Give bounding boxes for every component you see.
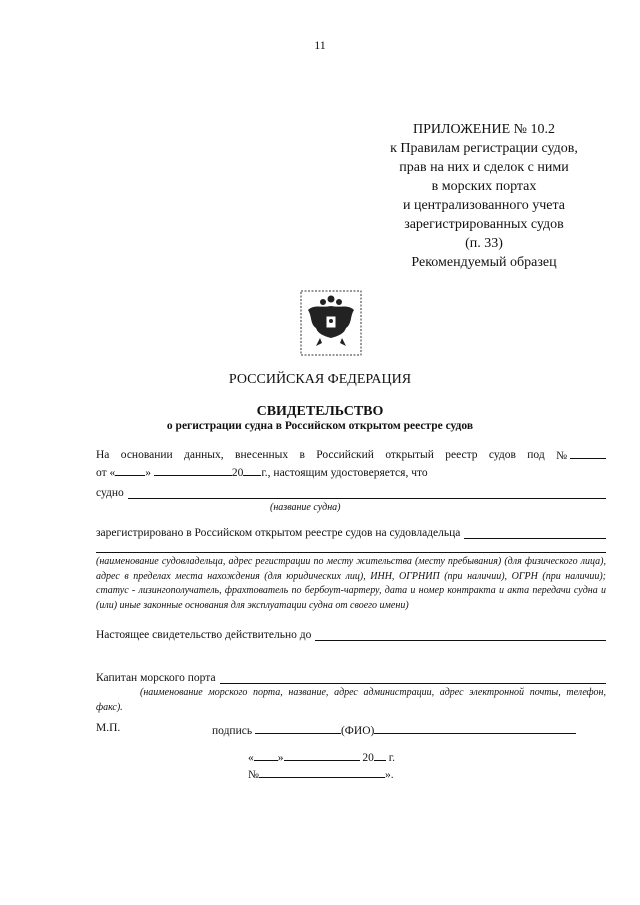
annex-line: зарегистрированных судов — [404, 217, 564, 232]
vessel-row — [96, 486, 606, 499]
owner-field[interactable] — [464, 526, 606, 539]
intro-word: основании — [120, 449, 173, 461]
intro-word: Российский — [316, 449, 374, 461]
intro-word: открытый — [385, 449, 434, 461]
annex-header — [366, 120, 602, 272]
intro-word: На — [96, 449, 110, 461]
issue-date — [248, 749, 395, 764]
annex-line: и централизованного учета — [402, 198, 566, 213]
vessel-label: судно — [96, 487, 124, 499]
captain-field[interactable] — [220, 671, 606, 684]
month-field[interactable] — [154, 464, 232, 476]
document-title: СВИДЕТЕЛЬСТВО — [256, 404, 384, 419]
validity-text: Настоящее свидетельство действительно до — [96, 629, 312, 641]
intro-line-1 — [96, 447, 606, 464]
vessel-name-field[interactable] — [128, 486, 606, 499]
signature-block — [212, 722, 576, 737]
fio-field[interactable] — [374, 722, 576, 734]
annex-line: в морских портах — [431, 179, 537, 194]
intro-word: под — [527, 449, 545, 461]
day-field[interactable] — [115, 464, 145, 476]
intro-word: судов — [488, 449, 516, 461]
intro-word: данных, — [184, 449, 224, 461]
document-subtitle: о регистрации судна в Российском открытом реестре судов — [166, 420, 474, 432]
date-close-quote: » — [277, 752, 284, 764]
issue-year-suffix: г. — [388, 752, 396, 764]
number-sign: № — [248, 769, 259, 781]
registered-text: зарегистрировано в Российском открытом реестре судов на судовладельца — [96, 527, 461, 539]
captain-label: Капитан морского порта — [96, 672, 216, 684]
country-name: РОССИЙСКАЯ ФЕДЕРАЦИЯ — [228, 372, 412, 387]
issue-day-field[interactable] — [254, 749, 278, 761]
intro-word: внесенных — [235, 449, 289, 461]
page-number: 11 — [314, 38, 326, 52]
signature-field[interactable] — [255, 722, 341, 734]
validity-date-field[interactable] — [315, 628, 606, 641]
intro-line-2 — [96, 464, 606, 481]
intro-paragraph — [96, 447, 606, 481]
issue-month-field[interactable] — [284, 749, 360, 761]
issue-year-field[interactable] — [374, 749, 386, 761]
vessel-hint: (название судна) — [270, 502, 341, 513]
annex-line: Рекомендуемый образец — [411, 255, 557, 270]
signature-label: подпись — [212, 725, 253, 737]
fio-label: (ФИО) — [340, 725, 375, 737]
issue-number — [248, 766, 394, 781]
year-prefix: 20 — [231, 467, 244, 479]
date-close-quote: » — [145, 467, 151, 479]
coat-of-arms-icon — [300, 290, 362, 356]
intro-word: в — [299, 449, 305, 461]
registry-number-field[interactable] — [556, 447, 606, 464]
owner-hint: (наименование судовладельца, адрес регистрации по месту жительства (месту пребывания) (для физического лица), адрес в пределах места нахождения (для юридических лиц), ИНН, ОГРНИП (при наличии), ОГРН (при наличии); статус - лизингополучатель, фрахтователь по бербоут-чартеру, дата и номер контракта и акта передачи судна и (или) иные законные основания для эксплуатации судна от своего имени) — [96, 552, 606, 613]
intro-word: реестр — [445, 449, 478, 461]
issue-year-prefix: 20 — [362, 752, 374, 764]
intro-line-2-end: г., настоящим удостоверяется, что — [261, 467, 428, 479]
stamp-label: М.П. — [96, 722, 121, 734]
annex-line: ПРИЛОЖЕНИЕ № 10.2 — [413, 122, 555, 137]
issue-number-field[interactable] — [259, 766, 385, 778]
date-open-quote: от « — [96, 467, 116, 479]
year-field[interactable] — [243, 464, 261, 476]
validity-row — [96, 628, 606, 641]
registered-row — [96, 526, 606, 539]
captain-row — [96, 671, 606, 684]
date-open-quote: « — [248, 752, 254, 764]
number-sign: № — [556, 450, 568, 462]
annex-line: прав на них и сделок с ними — [399, 160, 569, 175]
captain-hint: (наименование морского порта, название, адрес администрации, адрес электронной почты, телефон, факс). — [96, 687, 606, 713]
number-end: ». — [384, 769, 394, 781]
annex-line: (п. 33) — [465, 236, 503, 251]
annex-line: к Правилам регистрации судов, — [390, 141, 578, 156]
